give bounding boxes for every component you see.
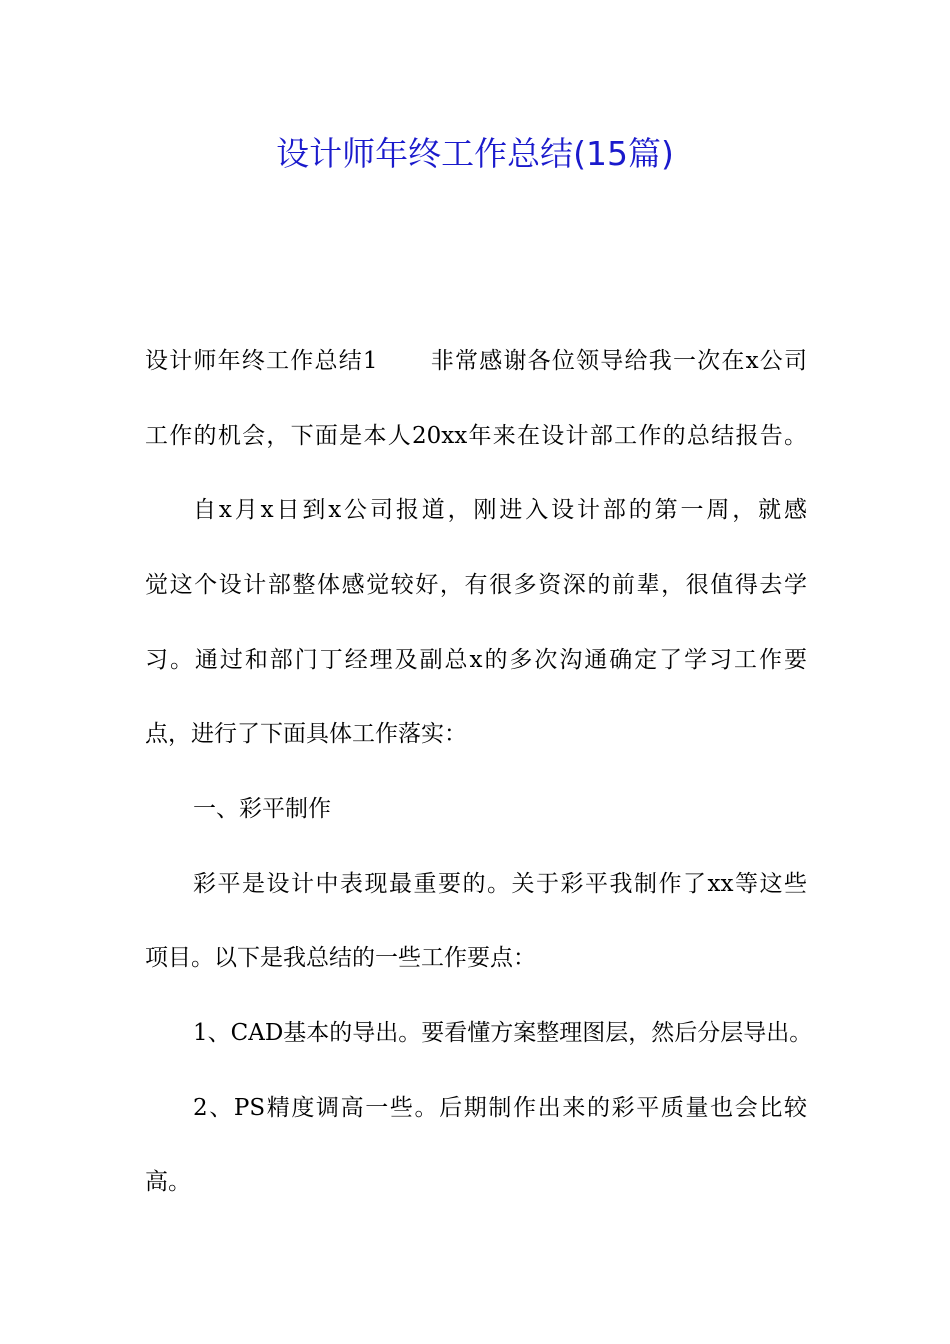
subheading-color-plan: 一、彩平制作 — [193, 796, 331, 822]
document-title: 设计师年终工作总结(15篇) — [276, 134, 674, 173]
list-item-1: 1、CAD基本的导出。要看懂方案整理图层，然后分层导出。 — [193, 1020, 813, 1046]
paragraph-text: 非常感谢各位领导给我一次在x公司 — [429, 348, 807, 374]
list-item-2: 2、PS精度调高一些。后期制作出来的彩平质量也会比较 — [193, 1095, 807, 1121]
paragraph-line-3: 自x月x日到x公司报道，刚进入设计部的第一周，就感 — [193, 497, 807, 523]
paragraph-line-4: 觉这个设计部整体感觉较好，有很多资深的前辈，很值得去学 — [145, 572, 807, 598]
section-heading: 设计师年终工作总结1 — [145, 348, 378, 374]
paragraph-line-5: 习。通过和部门丁经理及副总x的多次沟通确定了学习工作要 — [145, 647, 807, 673]
paragraph-line-8: 彩平是设计中表现最重要的。关于彩平我制作了xx等这些 — [193, 871, 807, 897]
paragraph-line-2: 工作的机会，下面是本人20xx年来在设计部工作的总结报告。 — [145, 423, 807, 449]
paragraph-line-9: 项目。以下是我总结的一些工作要点： — [145, 945, 536, 971]
paragraph-line-1 — [145, 346, 807, 376]
paragraph-line-12: 高。 — [145, 1169, 191, 1195]
paragraph-line-6: 点，进行了下面具体工作落实： — [145, 721, 467, 747]
